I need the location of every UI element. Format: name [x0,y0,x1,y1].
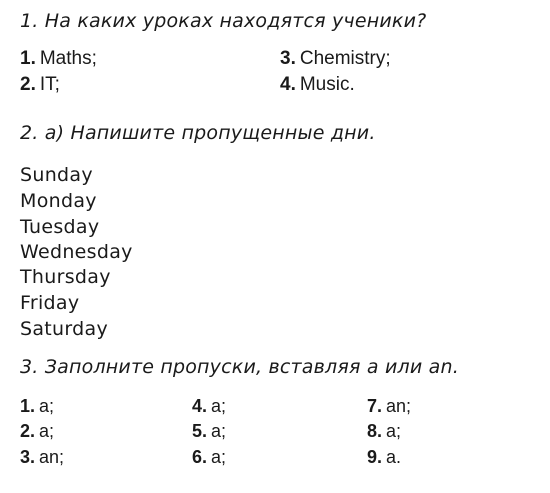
answer-number: 6. [192,447,208,467]
item-number: 2. [20,74,36,95]
item-text: IT; [39,74,60,95]
task1-item [280,74,355,96]
answer-number: 9. [367,447,383,467]
day-item: Sunday [20,164,93,186]
answer-item [20,421,54,442]
answer-text: an; [39,447,65,467]
answer-number: 2. [20,421,36,441]
item-number: 3. [280,48,296,69]
answer-item [192,421,226,442]
answer-number: 5. [192,421,208,441]
answer-text: a; [211,447,227,467]
task1-item [20,48,97,70]
answer-item [192,396,226,417]
answer-text: a; [39,396,55,416]
answer-text: a; [39,421,55,441]
answer-text: a. [386,447,402,467]
answer-item [367,396,411,417]
task1-item [280,48,391,70]
item-text: Maths; [39,48,97,69]
answer-item [367,421,401,442]
answer-item [20,447,64,468]
answer-text: a; [211,421,227,441]
answer-text: a; [386,421,402,441]
answer-item [367,447,401,468]
task2-heading: 2. а) Напишите пропущенные дни. [20,122,376,144]
answer-number: 4. [192,396,208,416]
answer-item [192,447,226,468]
task3-heading: 3. Заполните пропуски, вставляя а или an. [20,356,459,378]
day-item: Saturday [20,318,109,340]
answer-number: 8. [367,421,383,441]
item-number: 4. [280,74,296,95]
answer-text: a; [211,396,227,416]
day-item: Monday [20,190,97,212]
day-item: Wednesday [20,241,133,263]
answer-text: an; [386,396,412,416]
day-item: Friday [20,292,80,314]
answer-item [20,396,54,417]
item-number: 1. [20,48,36,69]
answer-number: 3. [20,447,36,467]
day-item: Thursday [20,266,111,288]
answer-number: 7. [367,396,383,416]
item-text: Chemistry; [299,48,391,69]
item-text: Music. [299,74,355,95]
day-item: Tuesday [20,216,100,238]
answer-number: 1. [20,396,36,416]
task1-item [20,74,60,96]
task1-heading: 1. На каких уроках находятся ученики? [20,10,427,32]
